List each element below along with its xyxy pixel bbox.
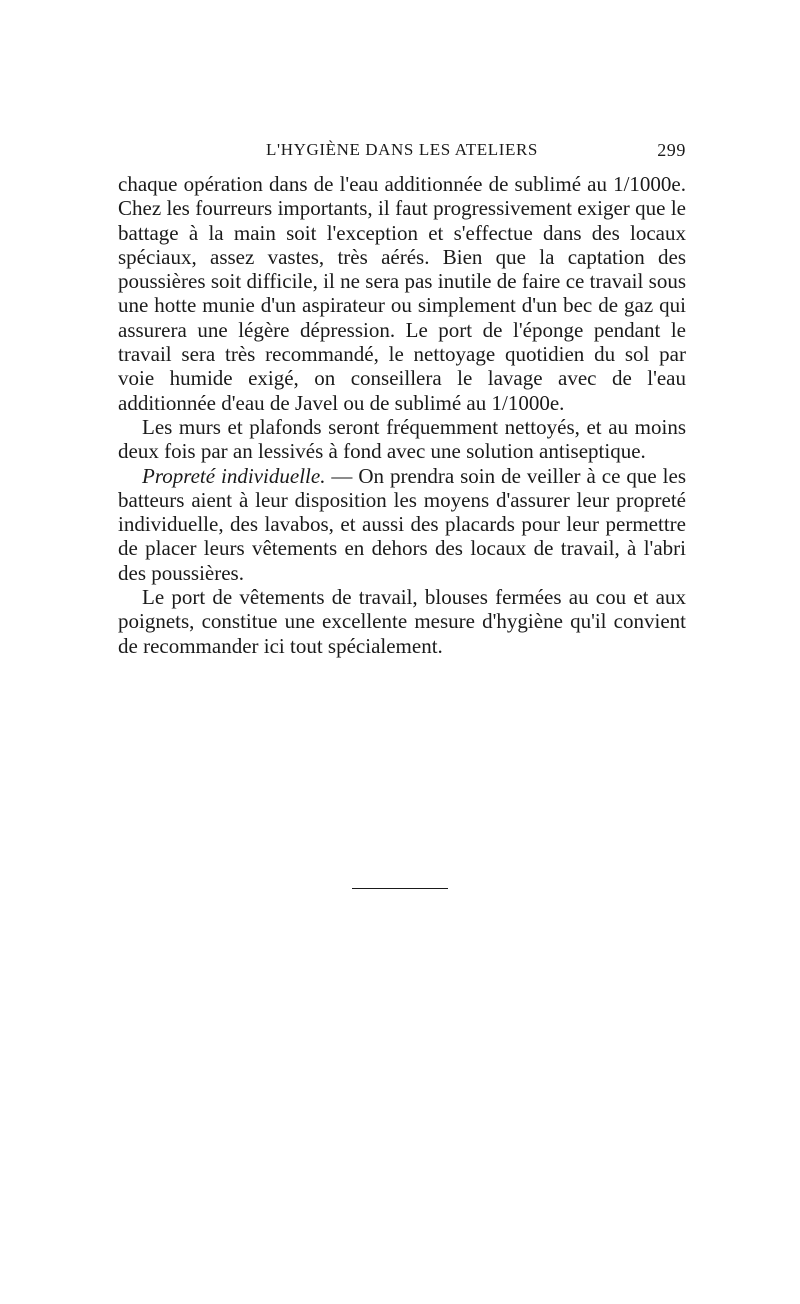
body-text	[118, 172, 686, 658]
paragraph-1: chaque opération dans de l'eau additionnée de sublimé au 1/1000e. Chez les fourreurs importants, il faut progressivement exiger que le battage à la main soit l'exception et s'effectue dans des locaux spéciaux, assez vastes, très aérés. Bien que la captation des poussières soit difficile, il ne sera pas inutile de faire ce travail sous une hotte munie d'un aspirateur ou simplement d'un bec de gaz qui assurera une légère dépression. Le port de l'éponge pendant le travail sera très recommandé, le nettoyage quotidien du sol par voie humide exigé, on conseillera le lavage avec de l'eau additionnée d'eau de Javel ou de sublimé au 1/1000e.	[118, 172, 686, 415]
paragraph-3-text: — On prendra soin de veiller à ce que les batteurs aient à leur disposition les moyens d'assurer leur propreté individuelle, des lavabos, et aussi des placards pour leur permettre de placer leurs vêtements en dehors des locaux de travail, à l'abri des poussières.	[118, 463, 686, 585]
page-number: 299	[657, 140, 686, 160]
running-head	[118, 140, 686, 164]
paragraph-4: Le port de vêtements de travail, blouses fermées au cou et aux poignets, constitue une excellente mesure d'hygiène qu'il convient de recommander ici tout spécialement.	[118, 585, 686, 658]
end-rule	[352, 888, 448, 889]
paragraph-3	[118, 464, 686, 585]
running-title: L'HYGIÈNE DANS LES ATELIERS	[266, 140, 538, 159]
paragraph-2: Les murs et plafonds seront fréquemment nettoyés, et au moins deux fois par an lessivés à fond avec une solution antiseptique.	[118, 414, 686, 464]
paragraph-3-heading: Propreté individuelle.	[142, 463, 326, 488]
